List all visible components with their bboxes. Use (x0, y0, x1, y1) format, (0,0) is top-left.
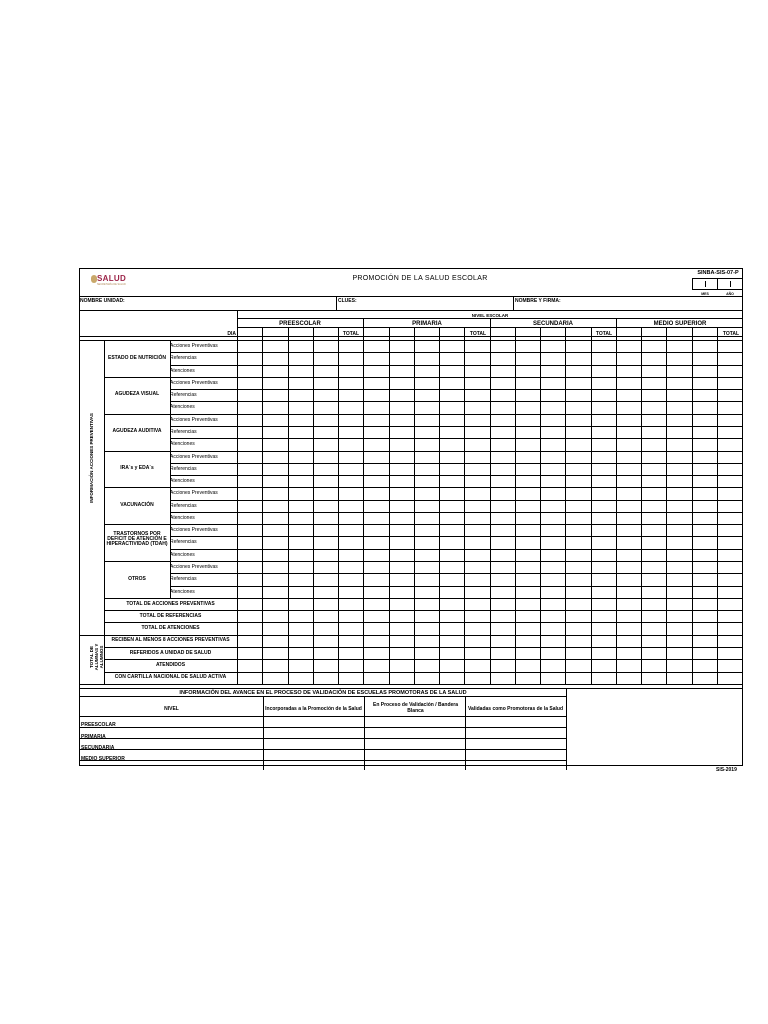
subrow-label: Referencias (170, 428, 197, 435)
subrow-label: Referencias (170, 502, 197, 509)
total-referencias: TOTAL DE REFERENCIAS (139, 613, 202, 619)
category-vacunacion: VACUNACIÓN (120, 502, 154, 508)
subrow-label: Acciones Preventivas (170, 490, 218, 497)
unit-input[interactable] (140, 297, 336, 310)
validation-row-secundaria: SECUNDARIA (81, 745, 115, 751)
students-atendidos: ATENDIDOS (155, 662, 186, 668)
subrow-label: Referencias (170, 355, 197, 362)
students-8-acciones: RECIBEN AL MENOS 8 ACCIONES PREVENTIVAS (111, 637, 230, 643)
students-referidos: REFERIDOS A UNIDAD DE SALUD (129, 650, 212, 656)
subrow-label: Acciones Preventivas (170, 564, 218, 571)
total-primaria: TOTAL (469, 331, 487, 337)
total-preescolar: TOTAL (342, 331, 360, 337)
category-otros: OTROS (128, 576, 146, 582)
validation-title: INFORMACIÓN DEL AVANCE EN EL PROCESO DE VALIDACIÓN DE ESCUELAS PROMOTORAS DE LA SALUD (179, 690, 467, 696)
category-tdah: TRASTORNOS POR DEFICIT DE ATENCIÓN E HIPERACTIVIDAD (TDAH) (106, 531, 168, 547)
total-acciones-preventivas: TOTAL DE ACCIONES PREVENTIVAS (126, 601, 215, 607)
subrow-label: Referencias (170, 465, 197, 472)
total-secundaria: TOTAL (595, 331, 613, 337)
subrow-label: Referencias (170, 539, 197, 546)
category-ira-eda: IRA´s y EDA´s (120, 465, 154, 471)
level-medio-superior: MEDIO SUPERIOR (653, 321, 707, 327)
subrow-label: Acciones Preventivas (170, 343, 218, 349)
validation-row-preescolar: PREESCOLAR (81, 722, 116, 728)
validation-header-incorporadas: Incorporadas a la Promoción de la Salud (265, 706, 362, 712)
preventive-side-label: INFORMACIÓN ACCIONES PREVENTIVAS (89, 413, 94, 503)
students-cartilla: CON CARTILLA NACIONAL DE SALUD ACTIVA (114, 674, 227, 680)
validation-header-nivel: NIVEL (164, 706, 179, 712)
category-visual: AGUDEZA VISUAL (114, 391, 160, 397)
subrow-label: Referencias (170, 576, 197, 583)
students-side-label: TOTAL DE ALUMNAS Y ALUMNOS (89, 643, 104, 671)
school-health-form (79, 268, 743, 766)
subrow-label: Atenciones (170, 478, 195, 485)
salud-logo-subtitle: SECRETARÍA DE SALUD (97, 283, 126, 286)
name-sign-label: NOMBRE Y FIRMA: (515, 298, 561, 304)
form-code: SINBA-SIS-07-P (697, 270, 739, 276)
validation-row-primaria: PRIMARIA (81, 734, 106, 740)
subrow-label: Atenciones (170, 514, 195, 521)
salud-logo: SALUD (97, 274, 127, 283)
clues-label: CLUES: (338, 298, 357, 304)
unit-label: NOMBRE UNIDAD: (80, 298, 125, 304)
month-label: MES (701, 292, 709, 296)
subrow-label: Atenciones (170, 367, 195, 374)
subrow-label: Atenciones (170, 441, 195, 448)
form-title: PROMOCIÓN DE LA SALUD ESCOLAR (352, 275, 488, 282)
subrow-label: Acciones Preventivas (170, 453, 218, 460)
day-label: DIA (227, 331, 236, 337)
category-auditiva: AGUDEZA AUDITIVA (112, 428, 162, 434)
subrow-label: Atenciones (170, 588, 195, 595)
validation-header-en-proceso: En Proceso de Validación / Bandera Blanca (372, 702, 459, 714)
clues-input[interactable] (365, 297, 513, 310)
validation-header-validadas: Validadas como Promotoras de la Salud (467, 706, 564, 712)
subrow-label: Atenciones (170, 551, 195, 558)
subrow-label: Acciones Preventivas (170, 416, 218, 423)
school-level-group: NIVEL ESCOLAR (471, 313, 509, 318)
level-preescolar: PREESCOLAR (279, 321, 321, 327)
category-nutricion: ESTADO DE NUTRICIÓN (108, 355, 166, 361)
subrow-label: Acciones Preventivas (170, 379, 218, 386)
validation-row-medio-superior: MEDIO SUPERIOR (81, 756, 125, 762)
level-secundaria: SECUNDARIA (532, 321, 573, 327)
footer-code: SIS-2019 (716, 767, 737, 773)
subrow-label: Atenciones (170, 404, 195, 411)
total-atenciones: TOTAL DE ATENCIONES (141, 625, 200, 631)
level-primaria: PRIMARIA (412, 321, 442, 327)
subrow-label: Acciones Preventivas (170, 527, 218, 534)
name-sign-input[interactable] (570, 297, 742, 310)
subrow-label: Referencias (170, 392, 197, 399)
year-label: AÑO (726, 292, 734, 296)
total-medio-superior: TOTAL (722, 331, 740, 337)
